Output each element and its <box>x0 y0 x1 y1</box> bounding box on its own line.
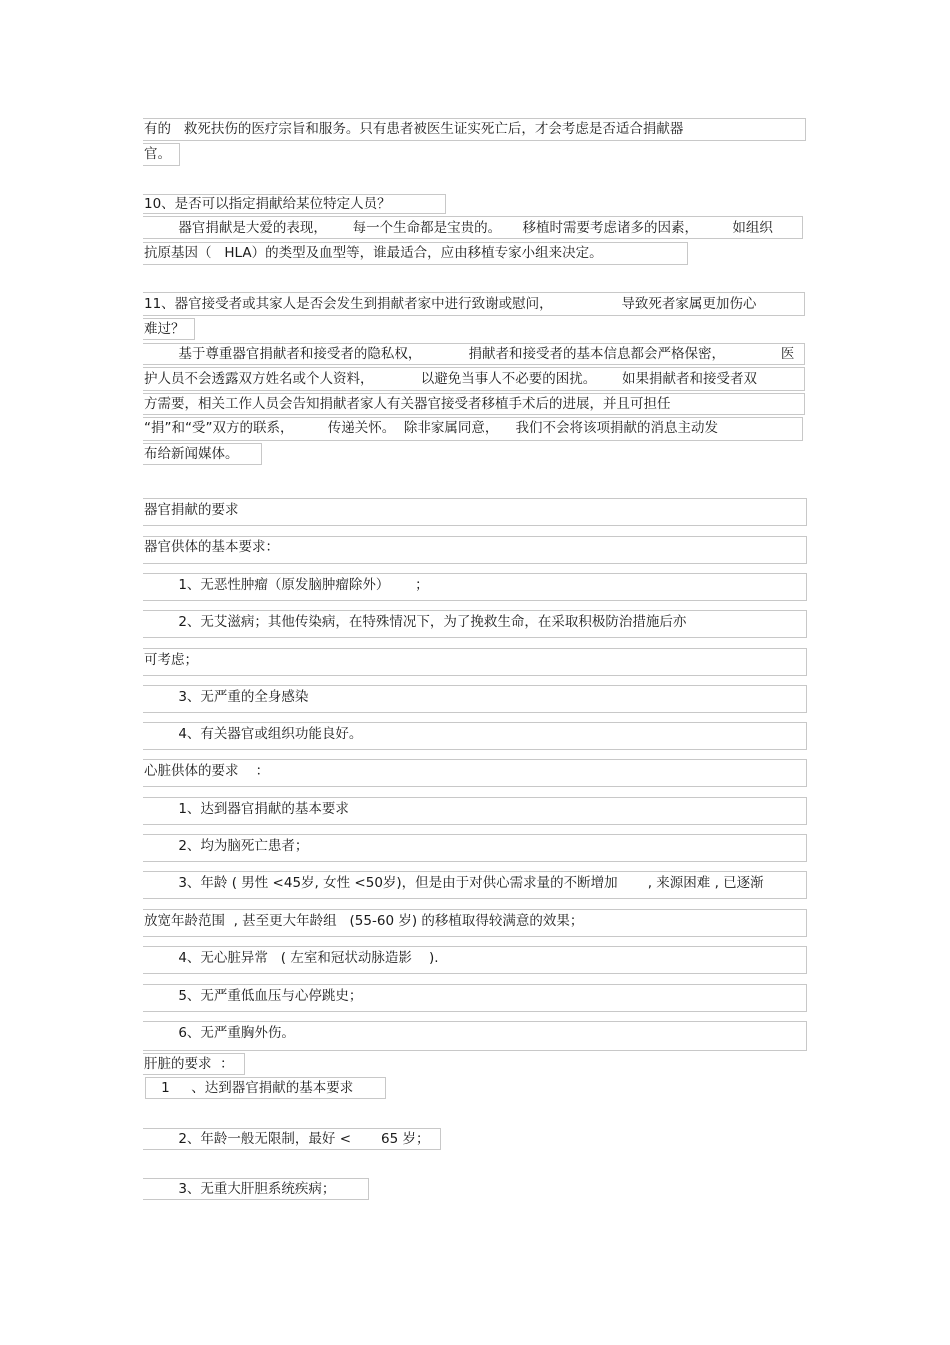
list-item: 3、无重大肝胆系统疾病； <box>144 1181 336 1197</box>
subsection-heading: 器官供体的基本要求： <box>144 539 279 555</box>
list-item: 3、无严重的全身感染 <box>144 689 309 705</box>
frame-17 <box>143 648 807 676</box>
text-line: 官。 <box>144 146 171 162</box>
list-item: 6、无严重胸外伤。 <box>144 1025 295 1041</box>
frame-13 <box>143 498 807 526</box>
text-line: 抗原基因（ HLA）的类型及血型等，谁最适合，应由移植专家小组来决定。 <box>144 245 603 261</box>
list-item: 4、有关器官或组织功能良好。 <box>144 726 363 742</box>
text-line: 布给新闻媒体。 <box>144 446 239 462</box>
question-heading: 11、器官接受者或其家人是否会发生到捐献者家中进行致谢或慰问， 导致死者家属更加伤心 <box>144 296 757 312</box>
list-item: 2、年龄一般无限制，最好 < 65 岁； <box>144 1131 430 1147</box>
list-item: 放宽年龄范围 , 甚至更大年龄组 (55-60 岁) 的移植取得较满意的效果； <box>144 913 584 929</box>
question-heading: 难过？ <box>144 321 185 337</box>
text-line: “捐”和“受”双方的联系， 传递关怀。 除非家属同意， 我们不会将该项捐献的消息主动发 <box>144 420 719 436</box>
list-item: 5、无严重低血压与心停跳史； <box>144 988 363 1004</box>
list-item: 1、达到器官捐献的基本要求 <box>144 801 349 817</box>
list-item: 可考虑； <box>144 652 198 668</box>
text-line: 器官捐献是大爱的表现， 每一个生命都是宝贵的。 移植时需要考虑诸多的因素， 如组织 <box>144 220 773 236</box>
list-item: 2、无艾滋病；其他传染病，在特殊情况下，为了挽救生命，在采取积极防治措施后亦 <box>144 614 687 630</box>
section-heading: 器官捐献的要求 <box>144 502 239 518</box>
text-line: 方需要，相关工作人员会告知捐献者家人有关器官接受者移植手术后的进展，并且可担任 <box>144 396 671 412</box>
list-item: 4、无心脏异常 ( 左室和冠状动脉造影 ). <box>144 950 439 966</box>
text-line: 护人员不会透露双方姓名或个人资料， 以避免当事人不必要的困扰。 如果捐献者和接受者双 <box>144 371 757 387</box>
text-line: 基于尊重器官捐献者和接受者的隐私权， 捐献者和接受者的基本信息都会严格保密， 医 <box>144 346 795 362</box>
text-line: 有的 救死扶伤的医疗宗旨和服务。只有患者被医生证实死亡后，才会考虑是否适合捐献器 <box>144 121 684 137</box>
list-item: 3、年龄 ( 男性 <45岁, 女性 <50岁)，但是由于对供心需求量的不断增加 , 来源困难 , 已逐渐 <box>144 875 764 891</box>
list-item: 2、均为脑死亡患者； <box>144 838 309 854</box>
subsection-heading: 心脏供体的要求 ： <box>144 763 270 779</box>
subsection-heading: 肝脏的要求 ： <box>144 1056 234 1072</box>
question-heading: 10、是否可以指定捐献给某位特定人员？ <box>144 196 391 212</box>
list-item: 1 、达到器官捐献的基本要求 <box>144 1080 354 1096</box>
list-item: 1、无恶性肿瘤（原发脑肿瘤除外） ； <box>144 577 429 593</box>
